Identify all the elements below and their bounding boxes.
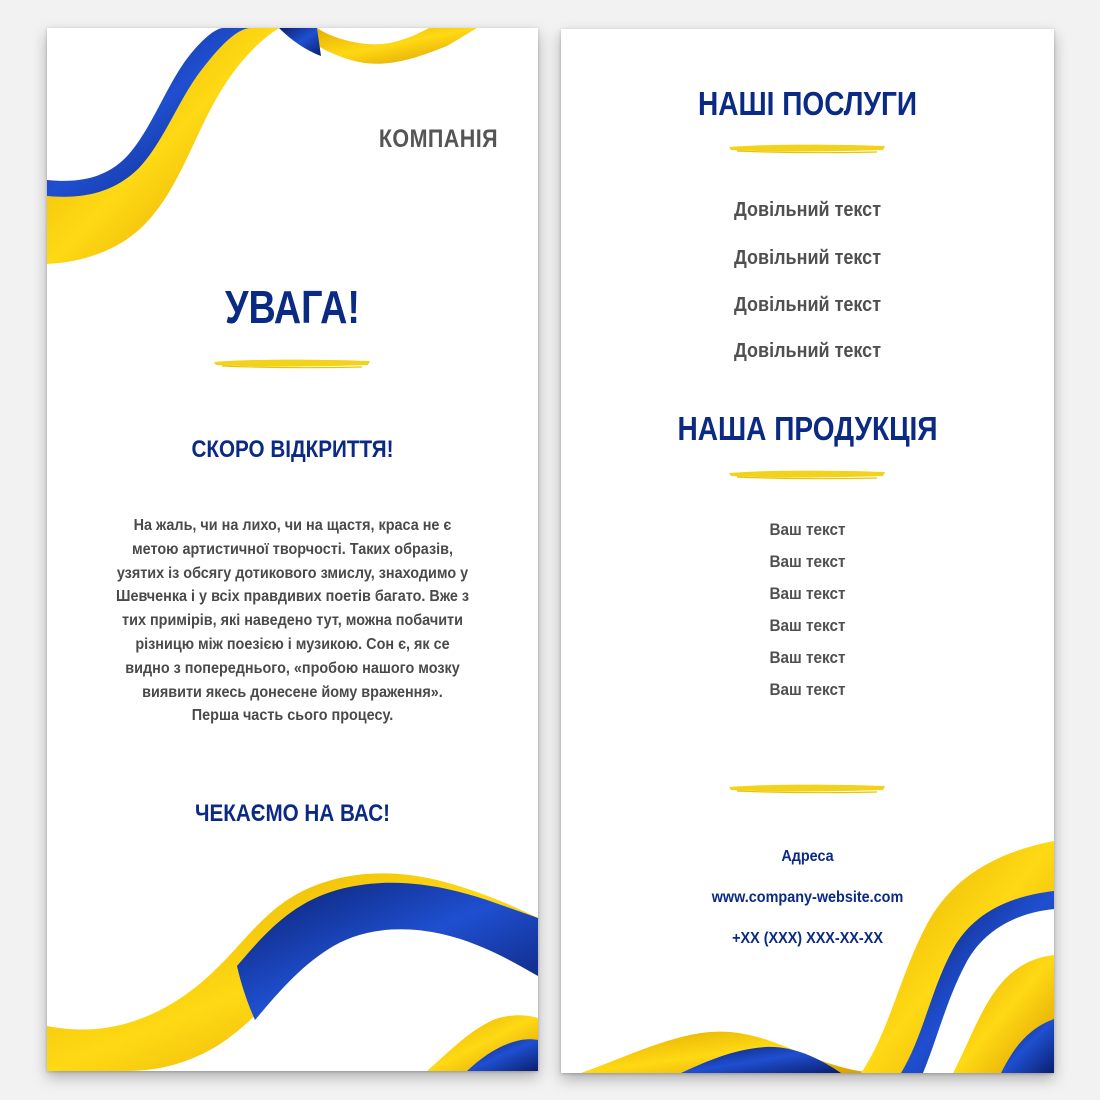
body-line: виявити якесь донесене йому враження». <box>142 683 443 701</box>
body-line: Шевченка і у всіх правдивих поетів багато. Вже з <box>115 588 470 606</box>
company-name: КОМПАНІЯ <box>378 125 498 153</box>
closing-text: ЧЕКАЄМО НА ВАС! <box>194 800 391 827</box>
body-line: тих примірів, які наведено тут, можна побачити <box>122 612 463 630</box>
ukraine-ribbon-decoration <box>561 29 1054 1073</box>
yellow-brush-divider <box>212 356 372 370</box>
subheadline: СКОРО ВІДКРИТТЯ! <box>191 436 394 463</box>
phone-number[interactable]: +XX (XXX) XXX-XX-XX <box>732 930 883 947</box>
service-item: Довільний текст <box>733 340 882 362</box>
service-item: Довільний текст <box>733 199 882 221</box>
body-paragraph <box>112 514 473 728</box>
flyer-back-panel <box>561 29 1054 1073</box>
service-item: Довільний текст <box>733 294 882 316</box>
product-item: Ваш текст <box>769 616 846 635</box>
products-title: НАША ПРОДУКЦІЯ <box>677 410 938 447</box>
body-line: видно з попереднього, «пробою нашого мозку <box>125 659 460 677</box>
yellow-brush-divider <box>727 467 887 481</box>
address-text: Адреса <box>781 848 834 865</box>
services-title: НАШІ ПОСЛУГИ <box>697 85 918 122</box>
product-item: Ваш текст <box>769 648 846 667</box>
product-item: Ваш текст <box>769 520 846 539</box>
service-item: Довільний текст <box>733 247 882 269</box>
yellow-brush-divider <box>727 141 887 155</box>
body-line: На жаль, чи на лихо, чи на щастя, краса не є <box>133 517 452 534</box>
body-line: Перша часть сього процесу. <box>191 707 394 725</box>
website-link[interactable]: www.company-website.com <box>711 889 904 906</box>
headline: УВАГА! <box>225 281 360 333</box>
yellow-brush-divider <box>727 781 887 795</box>
body-line: метою артистичної творчості. Таких образів, <box>132 540 453 558</box>
body-line: узятих із обсягу дотикового змислу, знаходимо у <box>116 564 469 582</box>
product-item: Ваш текст <box>769 552 846 571</box>
product-item: Ваш текст <box>769 584 846 603</box>
flyer-front-panel <box>47 28 538 1071</box>
body-line: різницю між поезією і музикою. Сон є, як се <box>135 635 450 653</box>
product-item: Ваш текст <box>769 680 846 699</box>
